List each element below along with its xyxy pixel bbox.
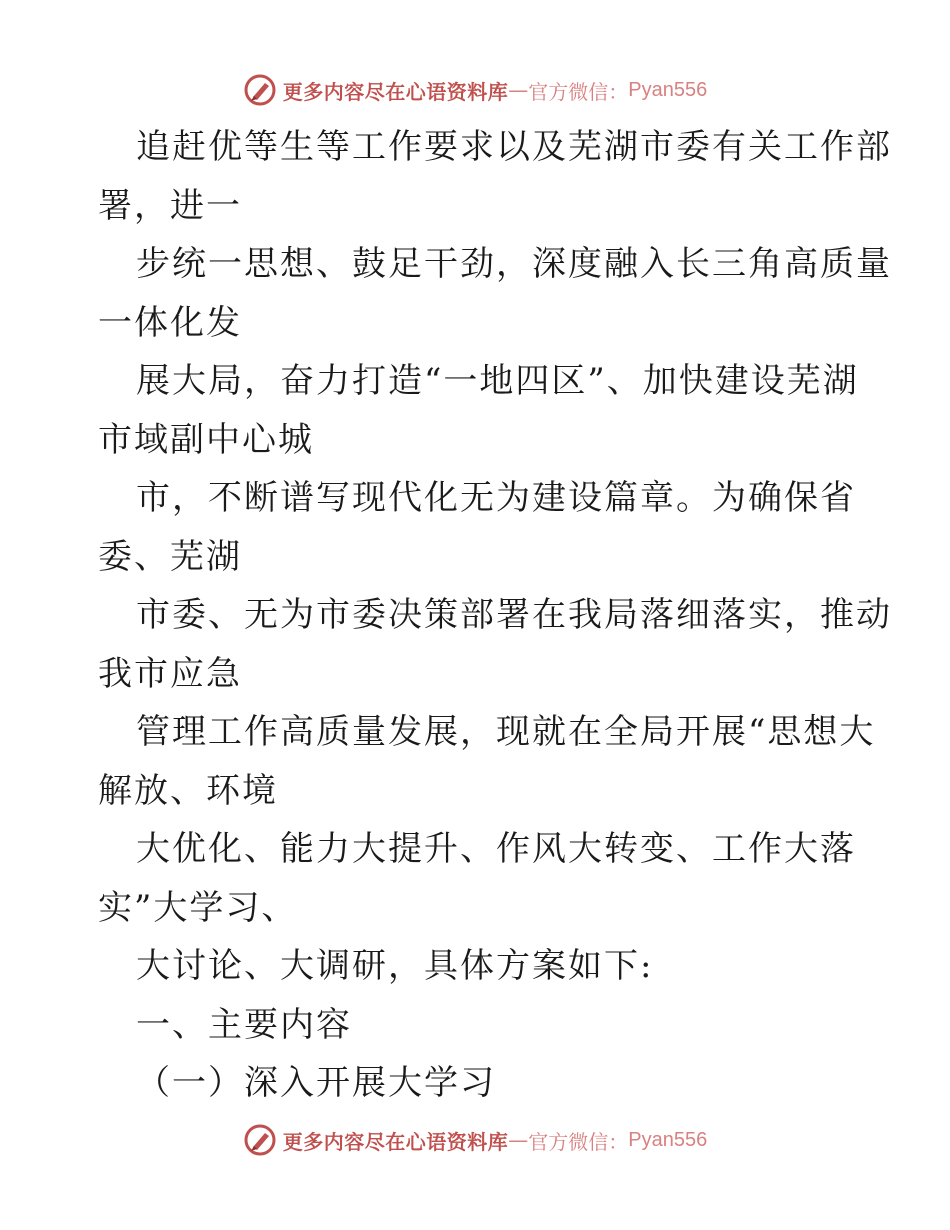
body-line: 实”大学习、: [98, 887, 298, 928]
body-line: 署，进一: [98, 185, 242, 226]
header-banner-text: 更多内容尽在心语资料库: [282, 79, 509, 104]
body-line: 追赶优等生等工作要求以及芜湖市委有关工作部: [136, 127, 892, 167]
body-line: 一体化发: [98, 302, 242, 343]
body-line: 市域副中心城: [98, 419, 314, 460]
body-line: 委、芜湖: [98, 536, 242, 577]
body-line: 大优化、能力大提升、作风大转变、工作大落: [136, 829, 856, 869]
header-banner-dash: —: [508, 78, 529, 102]
footer-banner-dash: —: [508, 1128, 529, 1152]
header-wechat-id: Pyan556: [628, 78, 708, 101]
body-line: 展大局，奋力打造“一地四区”、加快建设芜湖: [136, 361, 859, 401]
body-line: 市，不断谱写现代化无为建设篇章。为确保省: [136, 478, 856, 518]
body-line: 市委、无为市委决策部署在我局落细落实，推动: [136, 595, 892, 635]
footer-wechat-id: Pyan556: [628, 1128, 708, 1151]
footer-wechat-label: 官方微信：: [528, 1129, 629, 1154]
body-line: 大讨论、大调研，具体方案如下:: [136, 946, 654, 986]
header-banner: [0, 70, 950, 110]
body-line: 我市应急: [98, 653, 242, 694]
section-heading: 一、主要内容: [136, 1004, 352, 1045]
footer-banner: [0, 1120, 950, 1160]
body-line: 步统一思想、鼓足干劲，深度融入长三角高质量: [136, 244, 892, 284]
footer-banner-text: 更多内容尽在心语资料库: [282, 1129, 509, 1154]
body-line: 管理工作高质量发展，现就在全局开展“思想大: [136, 712, 876, 752]
pen-logo-icon: [243, 1123, 277, 1157]
header-wechat-label: 官方微信：: [528, 79, 629, 104]
pen-logo-icon: [243, 73, 277, 107]
document-body: [98, 118, 892, 1113]
subsection-heading: （一）深入开展大学习: [136, 1063, 496, 1103]
body-line: 解放、环境: [98, 770, 278, 811]
